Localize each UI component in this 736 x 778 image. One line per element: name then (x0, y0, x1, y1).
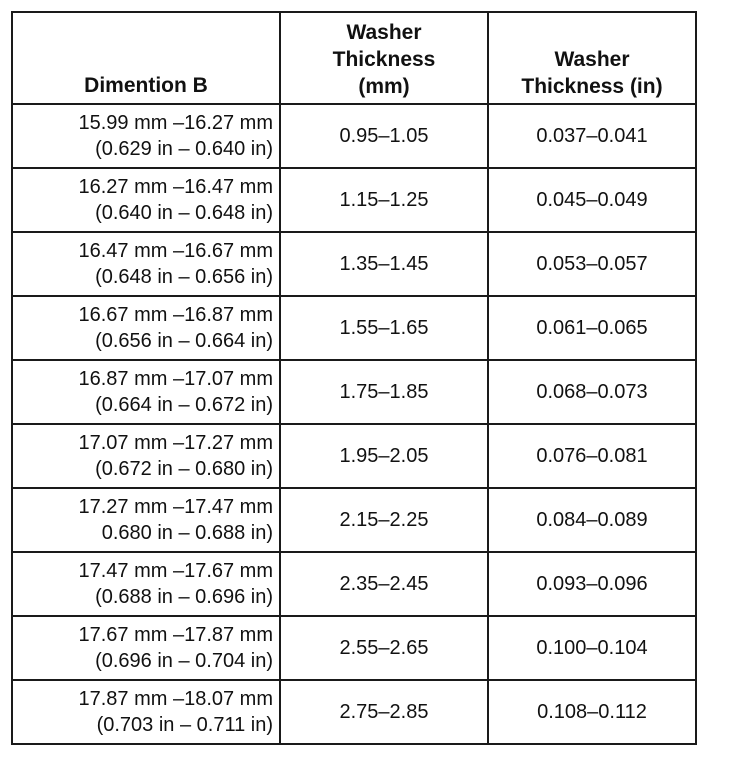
dimension-mm: 17.27 mm –17.47 mm (78, 496, 273, 518)
dimension-mm: 16.87 mm –17.07 mm (78, 368, 273, 390)
dimension-cell (12, 680, 280, 744)
thickness-mm-cell: 0.95–1.05 (280, 104, 488, 168)
thickness-mm-cell: 1.75–1.85 (280, 360, 488, 424)
header-dimension-b-label: Dimention B (84, 74, 208, 97)
thickness-in-cell: 0.061–0.065 (488, 296, 696, 360)
dimension-cell (12, 552, 280, 616)
table-row (12, 360, 696, 424)
header-in-line-2: Thickness (in) (521, 75, 663, 98)
table-row (12, 168, 696, 232)
dimension-cell (12, 296, 280, 360)
table-row (12, 680, 696, 744)
dimension-in: (0.664 in – 0.672 in) (95, 394, 273, 416)
header-row (12, 12, 696, 104)
dimension-mm: 16.47 mm –16.67 mm (78, 240, 273, 262)
header-in-line-1: Washer (554, 48, 630, 71)
dimension-in: (0.629 in – 0.640 in) (95, 138, 273, 160)
dimension-in: (0.696 in – 0.704 in) (95, 650, 273, 672)
table-row (12, 104, 696, 168)
dimension-in: (0.672 in – 0.680 in) (95, 458, 273, 480)
table-row (12, 296, 696, 360)
dimension-in: (0.703 in – 0.711 in) (96, 714, 273, 736)
dimension-cell (12, 360, 280, 424)
table-row (12, 488, 696, 552)
dimension-in: 0.680 in – 0.688 in) (101, 522, 273, 544)
thickness-in-cell: 0.053–0.057 (488, 232, 696, 296)
thickness-in-cell: 0.068–0.073 (488, 360, 696, 424)
dimension-mm: 17.47 mm –17.67 mm (78, 560, 273, 582)
dimension-cell (12, 616, 280, 680)
dimension-mm: 16.67 mm –16.87 mm (78, 304, 273, 326)
dimension-cell (12, 232, 280, 296)
thickness-mm-cell: 2.15–2.25 (280, 488, 488, 552)
thickness-in-cell: 0.093–0.096 (488, 552, 696, 616)
dimension-mm: 17.87 mm –18.07 mm (78, 688, 273, 710)
dimension-cell (12, 168, 280, 232)
header-washer-thickness-in (488, 12, 696, 104)
header-mm-line-1: Washer (346, 21, 422, 44)
thickness-mm-cell: 2.35–2.45 (280, 552, 488, 616)
table-row (12, 616, 696, 680)
dimension-mm: 15.99 mm –16.27 mm (78, 112, 273, 134)
table-row (12, 424, 696, 488)
thickness-in-cell: 0.100–0.104 (488, 616, 696, 680)
thickness-in-cell: 0.076–0.081 (488, 424, 696, 488)
thickness-in-cell: 0.045–0.049 (488, 168, 696, 232)
header-washer-thickness-mm (280, 12, 488, 104)
header-dimension-b (12, 12, 280, 104)
dimension-in: (0.688 in – 0.696 in) (95, 586, 273, 608)
header-mm-line-3: (mm) (358, 75, 410, 98)
dimension-cell (12, 104, 280, 168)
thickness-in-cell: 0.084–0.089 (488, 488, 696, 552)
header-mm-line-2: Thickness (332, 48, 436, 71)
thickness-mm-cell: 1.35–1.45 (280, 232, 488, 296)
dimension-in: (0.656 in – 0.664 in) (95, 330, 273, 352)
dimension-cell (12, 424, 280, 488)
thickness-mm-cell: 2.55–2.65 (280, 616, 488, 680)
thickness-mm-cell: 1.95–2.05 (280, 424, 488, 488)
dimension-in: (0.640 in – 0.648 in) (95, 202, 273, 224)
thickness-mm-cell: 2.75–2.85 (280, 680, 488, 744)
table-row (12, 232, 696, 296)
dimension-mm: 16.27 mm –16.47 mm (78, 176, 273, 198)
washer-thickness-table (11, 11, 697, 745)
thickness-mm-cell: 1.15–1.25 (280, 168, 488, 232)
thickness-in-cell: 0.037–0.041 (488, 104, 696, 168)
thickness-in-cell: 0.108–0.112 (488, 680, 696, 744)
table-row (12, 552, 696, 616)
dimension-in: (0.648 in – 0.656 in) (95, 266, 273, 288)
dimension-cell (12, 488, 280, 552)
dimension-mm: 17.07 mm –17.27 mm (78, 432, 273, 454)
thickness-mm-cell: 1.55–1.65 (280, 296, 488, 360)
dimension-mm: 17.67 mm –17.87 mm (78, 624, 273, 646)
